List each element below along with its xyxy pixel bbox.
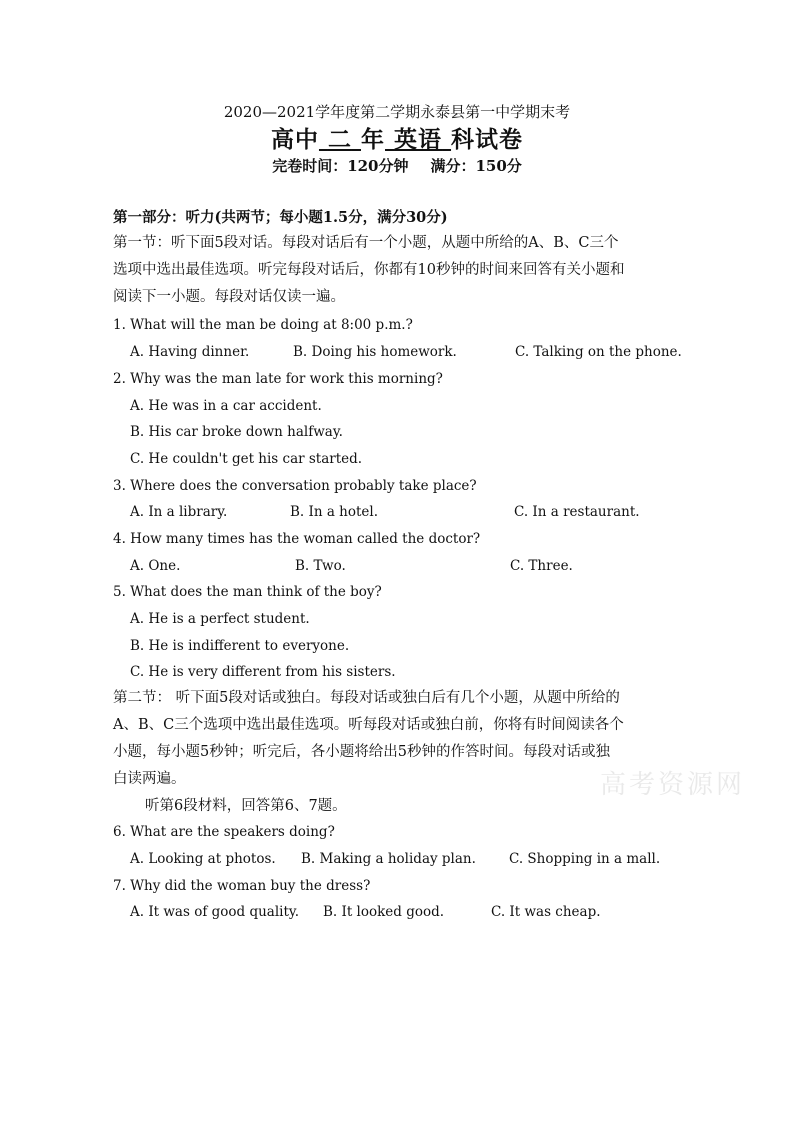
- option-b: B. In a hotel.: [290, 504, 379, 520]
- option-c: C. Shopping in a mall.: [509, 851, 661, 867]
- option-a: A. Looking at photos.: [130, 851, 276, 867]
- question-stem: 2. Why was the man late for work this morning?: [113, 371, 443, 387]
- option-c: C. He couldn't get his car started.: [130, 451, 363, 467]
- sec2-instruction-line: 第二节： 听下面5段对话或独白。每段对话或独白后有几个小题，从题中所给的: [113, 690, 620, 706]
- sec1-instruction-line: 阅读下一小题。每段对话仅读一遍。: [113, 289, 345, 305]
- option-c: C. It was cheap.: [491, 904, 601, 920]
- option-c: C. In a restaurant.: [514, 504, 640, 520]
- sec1-instruction-line: 选项中选出最佳选项。听完每段对话后，你都有10秒钟的时间来回答有关小题和: [113, 262, 625, 278]
- question-stem: 1. What will the man be doing at 8:00 p.m.?: [113, 317, 413, 333]
- watermark: 高考资源网: [600, 770, 746, 800]
- title-subject-text: 英语: [394, 126, 443, 153]
- part1-heading: 第一部分：听力(共两节；每小题1.5分，满分30分): [113, 209, 448, 226]
- option-a: A. In a library.: [130, 504, 228, 520]
- title-part-c: 年: [361, 126, 385, 153]
- sec2-instruction-line: A、B、C三个选项中选出最佳选项。听每段对话或独白前，你将有时间阅读各个: [113, 717, 624, 733]
- title-part-a: 高中: [270, 126, 319, 153]
- exam-time: 完卷时间：120分钟: [272, 157, 409, 175]
- sec1-instruction-line: 第一节：听下面5段对话。每段对话后有一个小题，从题中所给的A、B、C三个: [113, 235, 619, 251]
- exam-score: 满分：150分: [430, 157, 522, 175]
- option-b: B. Two.: [295, 558, 346, 574]
- title-subject: [385, 126, 451, 153]
- question-stem: 6. What are the speakers doing?: [113, 824, 335, 840]
- option-b: B. It looked good.: [323, 904, 445, 920]
- option-c: C. Talking on the phone.: [515, 344, 682, 360]
- material-6-instruction: 听第6段材料，回答第6、7题。: [145, 798, 347, 814]
- title-grade: [319, 126, 361, 153]
- exam-meta: [0, 155, 794, 176]
- option-b: B. Making a holiday plan.: [301, 851, 476, 867]
- option-a: A. He is a perfect student.: [130, 611, 310, 627]
- option-a: A. It was of good quality.: [130, 904, 300, 920]
- question-stem: 7. Why did the woman buy the dress?: [113, 878, 371, 894]
- title-part-e: 科试卷: [451, 126, 524, 153]
- option-c: C. Three.: [510, 558, 573, 574]
- option-b: B. Doing his homework.: [293, 344, 457, 360]
- option-a: A. He was in a car accident.: [130, 398, 322, 414]
- question-stem: 5. What does the man think of the boy?: [113, 584, 382, 600]
- sec2-instruction-line: 小题，每小题5秒钟；听完后，各小题将给出5秒钟的作答时间。每段对话或独: [113, 744, 610, 760]
- option-a: A. Having dinner.: [130, 344, 250, 360]
- option-c: C. He is very different from his sisters.: [130, 664, 396, 680]
- option-b: B. He is indifferent to everyone.: [130, 638, 350, 654]
- question-stem: 4. How many times has the woman called the doctor?: [113, 531, 481, 547]
- question-stem: 3. Where does the conversation probably take place?: [113, 478, 477, 494]
- title-grade-text: 二: [327, 126, 352, 153]
- sec2-instruction-line: 白读两遍。: [113, 771, 186, 787]
- exam-header-line: 2020—2021学年度第二学期永泰县第一中学期末考: [223, 103, 571, 121]
- option-b: B. His car broke down halfway.: [130, 424, 343, 440]
- option-a: A. One.: [130, 558, 181, 574]
- exam-title: [0, 121, 794, 154]
